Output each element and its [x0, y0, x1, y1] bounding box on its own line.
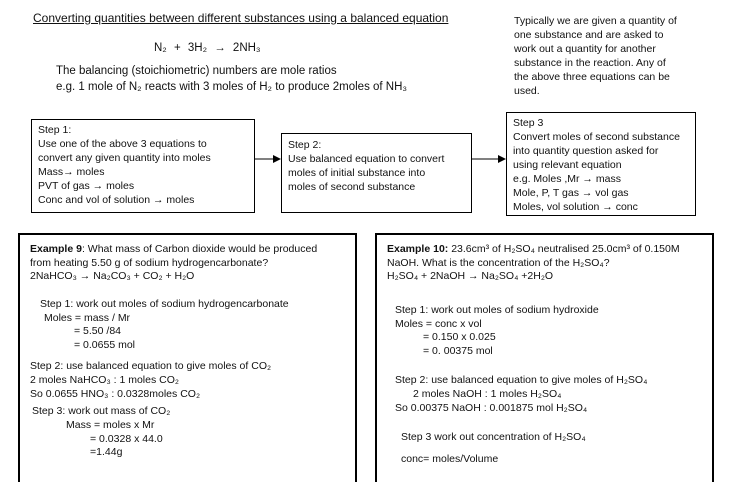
- step1-line: Mass→ moles: [38, 166, 105, 178]
- example9-step3-title: Step 3: work out mass of CO₂: [32, 405, 171, 418]
- step2-line: Use balanced equation to convert: [288, 153, 445, 165]
- example10-step1-line: Moles = conc x vol: [395, 317, 482, 330]
- example9-question-line2: from heating 5.50 g of sodium hydrogencarbonate?: [30, 256, 269, 269]
- step3-line: e.g. Moles ,Mr → mass: [513, 173, 621, 185]
- example9-step2-line: So 0.0655 HNO₃ : 0.0328moles CO₂: [30, 387, 201, 400]
- example9-step3-line: = 0.0328 x 44.0: [90, 432, 163, 445]
- example10-equation: H₂SO₄ + 2NaOH → Na₂SO₄ +2H₂O: [387, 270, 554, 283]
- example9-step3-line: Mass = moles x Mr: [66, 419, 155, 432]
- example10-question-text: 23.6cm³ of H₂SO₄ neutralised 25.0cm³ of 0.150M: [448, 243, 680, 255]
- example9-step1-line: = 0.0655 mol: [74, 338, 136, 351]
- example10-step2-line: So 0.00375 NaOH : 0.001875 mol H₂SO₄: [395, 401, 588, 414]
- step3-line: into quantity question asked for: [513, 145, 659, 157]
- step2-line: moles of initial substance into: [288, 167, 426, 179]
- example9-step2-line: 2 moles NaHCO₃ : 1 moles CO₂: [30, 374, 179, 387]
- ratio-statement: The balancing (stoichiometric) numbers are mole ratios: [56, 65, 337, 77]
- example10-step1-line: = 0. 00375 mol: [423, 344, 493, 357]
- intro-line: work out a quantity for another: [514, 43, 656, 55]
- ratio-example: e.g. 1 mole of N₂ reacts with 3 moles of H₂ to produce 2moles of NH₃: [56, 81, 408, 93]
- step1-line: convert any given quantity into moles: [38, 152, 211, 164]
- example10-step3-line: conc= moles/Volume: [401, 453, 499, 466]
- step1-title: Step 1:: [38, 124, 72, 136]
- step3-line: Convert moles of second substance: [513, 131, 680, 143]
- example9-step1-line: = 5.50 /84: [74, 325, 121, 338]
- example9-step1-title: Step 1: work out moles of sodium hydrogencarbonate: [40, 297, 289, 310]
- example10-step3-title: Step 3 work out concentration of H₂SO₄: [401, 431, 586, 444]
- step3-line: Moles, vol solution → conc: [513, 201, 638, 213]
- intro-line: one substance and are asked to: [514, 29, 664, 41]
- intro-line: Typically we are given a quantity of: [514, 15, 677, 27]
- example10-question-line2: NaOH. What is the concentration of the H₂SO₄?: [387, 256, 610, 269]
- intro-line: used.: [514, 85, 540, 97]
- step1-line: Use one of the above 3 equations to: [38, 138, 207, 150]
- example9-box: [18, 233, 357, 482]
- example10-heading: Example 10:: [387, 243, 449, 255]
- example9-equation: 2NaHCO₃ → Na₂CO₃ + CO₂ + H₂O: [30, 270, 195, 283]
- step3-title: Step 3: [513, 117, 544, 129]
- intro-line: the above three equations can be: [514, 71, 670, 83]
- example10-step2-line: 2 moles NaOH : 1 moles H₂SO₄: [413, 388, 562, 401]
- example9-step3-line: =1.44g: [90, 446, 123, 459]
- example10-step1-title: Step 1: work out moles of sodium hydroxide: [395, 303, 599, 316]
- step3-line: Mole, P, T gas → vol gas: [513, 187, 629, 199]
- balanced-equation: N₂ + 3H₂ → 2NH₃: [154, 42, 261, 54]
- example10-step1-line: = 0.150 x 0.025: [423, 331, 496, 344]
- page-title: Converting quantities between different substances using a balanced equation: [33, 11, 449, 25]
- example9-step1-line: Moles = mass / Mr: [44, 311, 131, 324]
- step1-line: Conc and vol of solution → moles: [38, 194, 195, 206]
- step1-line: PVT of gas → moles: [38, 180, 135, 192]
- example9-question-text: : What mass of Carbon dioxide would be produced: [81, 243, 318, 255]
- example10-question: [387, 243, 702, 257]
- example10-step2-title: Step 2: use balanced equation to give moles of H₂SO₄: [395, 374, 648, 387]
- intro-line: substance in the reaction. Any of: [514, 57, 666, 69]
- example9-step2-title: Step 2: use balanced equation to give moles of CO₂: [30, 360, 272, 373]
- example9-question: [30, 243, 345, 257]
- example10-box: [375, 233, 714, 482]
- step2-title: Step 2:: [288, 139, 322, 151]
- step3-line: using relevant equation: [513, 159, 622, 171]
- example9-heading: Example 9: [30, 243, 82, 255]
- step2-line: moles of second substance: [288, 181, 416, 193]
